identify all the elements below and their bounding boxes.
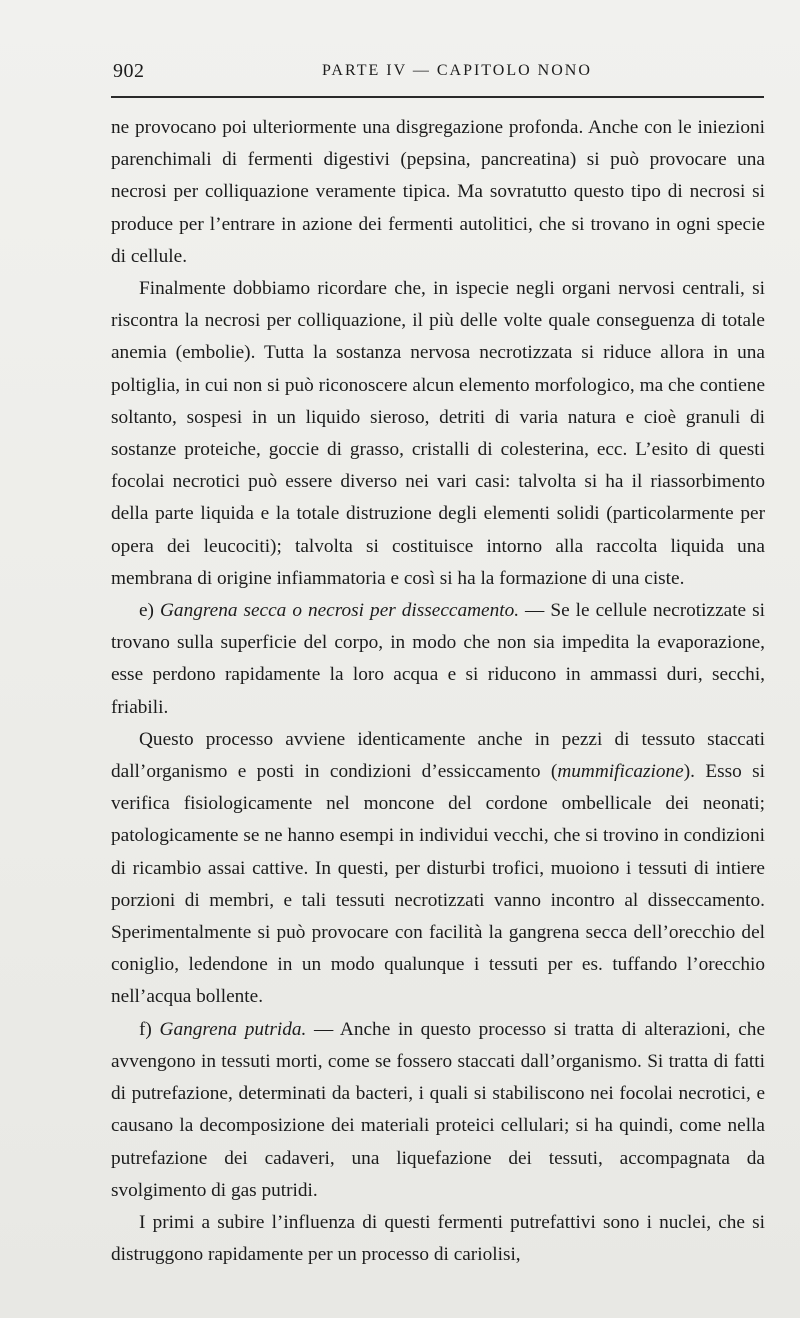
page-header xyxy=(0,48,800,88)
section-letter: e) xyxy=(139,600,160,622)
paragraph xyxy=(111,724,765,1014)
paragraph-text: ). Esso si verifica fisiologicamente nel moncone del cordone ombellicale dei neonati; patologicamente se ne hanno esempi in individui vecchi, che si trovino in condizioni di ricambio assai cattive. In questi, per disturbi trofici, muoiono i tessuti di intiere porzioni di membri, e tali tessuti necrotizzati vanno incontro al disseccamento. Sperimentalmente si può provocare con facilità la gangrena secca dell’orecchio del coniglio, ledendone in un modo qualunque i tessuti per es. tuffando l’orecchio nell’acqua bollente. xyxy=(111,761,765,1008)
paragraph xyxy=(111,273,765,595)
section-letter: f) xyxy=(139,1018,160,1040)
paragraph xyxy=(111,1207,765,1271)
paragraph-continuation xyxy=(111,112,765,273)
paragraph-text: Questo processo avviene identicamente anche in pezzi di tessuto staccati dall’organismo e posti in condizioni d’essiccamento ( xyxy=(111,728,765,783)
section-title: Gangrena secca o necrosi per disseccamento. xyxy=(160,600,520,622)
paragraph-text: ne provocano poi ulteriormente una disgregazione profonda. Anche con le iniezioni parenchimali di fermenti digestivi (pepsina, pancreatina) si può provocare una necrosi per colliquazione veramente tipica. Ma sovratutto questo tipo di necrosi si produce per l’entrare in azione dei fermenti autolitici, che si trovano in ogni specie di cellule. xyxy=(111,117,765,267)
section-title: Gangrena putrida. xyxy=(159,1018,307,1040)
running-head: PARTE IV — CAPITOLO NONO xyxy=(322,62,592,79)
italic-term: mummificazione xyxy=(557,761,684,783)
page-number: 902 xyxy=(113,60,145,82)
section-f-paragraph xyxy=(111,1014,765,1207)
paragraph-text: I primi a subire l’influenza di questi fermenti putrefattivi sono i nuclei, che si distruggono rapidamente per un processo di cariolisi, xyxy=(111,1211,765,1266)
paragraph-text: — Anche in questo processo si tratta di alterazioni, che avvengono in tessuti morti, come se fossero staccati dall’organismo. Si tratta di fatti di putrefazione, determinati da bacteri, i quali si stabiliscono nei focolai necrotici, e causano la decomposizione dei materiali proteici cellulari; si ha quindi, come nella putrefazione dei cadaveri, una liquefazione dei tessuti, accompagnata da svolgimento di gas putridi. xyxy=(111,1018,766,1201)
body-text xyxy=(111,112,765,1271)
paragraph-text: Finalmente dobbiamo ricordare che, in ispecie negli organi nervosi centrali, si riscontra la necrosi per colliquazione, il più delle volte quale conseguenza di totale anemia (embolie). Tutta la sostanza nervosa necrotizzata si riduce allora in una poltiglia, in cui non si può riconoscere alcun elemento morfologico, ma che contiene soltanto, sospesi in un liquido sieroso, detriti di varia natura e cioè granuli di sostanze proteiche, goccie di grasso, cristalli di colesterina, ecc. L’esito di questi focolai necrotici può essere diverso nei vari casi: talvolta si ha il riassorbimento della parte liquida e la totale distruzione degli elementi solidi (particolarmente per opera dei leucociti); talvolta si costituisce intorno alla raccolta liquida una membrana di origine infiammatoria e così si ha la formazione di una ciste. xyxy=(111,278,765,589)
header-rule xyxy=(111,96,764,98)
paragraph-text: — Se le cellule necrotizzate si trovano sulla superficie del corpo, in modo che non sia impedita la evaporazione, esse perdono rapidamente la loro acqua e si riducono in ammassi duri, secchi, friabili. xyxy=(111,600,765,718)
section-e-paragraph xyxy=(111,595,765,724)
